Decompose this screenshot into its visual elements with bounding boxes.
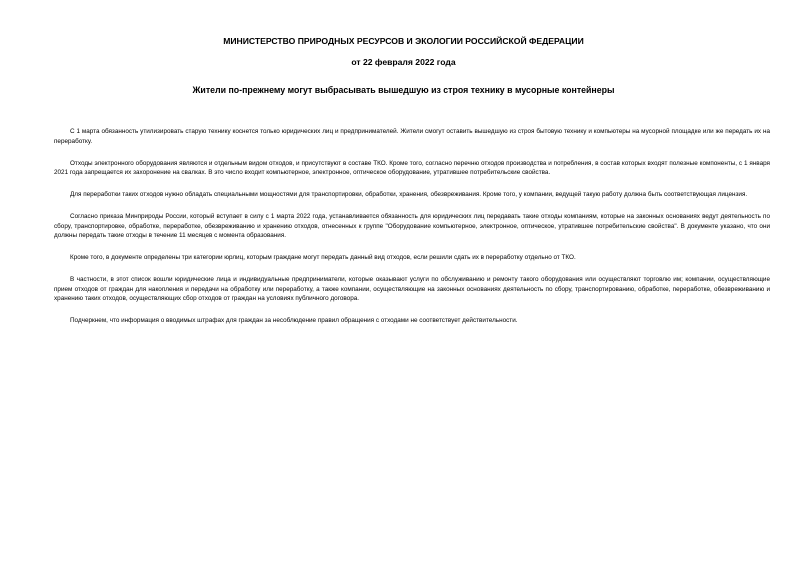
body-paragraph-6: В частности, в этот список вошли юридические лица и индивидуальные предприниматели, которые оказывают услуги по обслуживанию и ремонту такого оборудования или осуществляют торговлю им; компании, осуществляющие прием отходов от граждан для накопления и передачи на обработку или переработку, а также компании, осуществляющие на законных основаниях деятельность по сбору, транспортированию, обработке, переработке, обезвреживанию и хранению таких отходов, осуществляющих сбор отходов от граждан на условиях публичного договора. — [54, 276, 770, 302]
body-paragraph-5: Кроме того, в документе определены три категории юрлиц, которым граждане могут передать данный вид отходов, если решили сдать их в переработку отдельно от ТКО. — [70, 254, 576, 261]
document-date: от 22 февраля 2022 года — [351, 57, 456, 67]
body-paragraph-4: Согласно приказа Минприроды России, который вступает в силу с 1 марта 2022 года, устанавливается обязанность для юридических лиц передавать такие отходы компаниям, которые на законных основаниях ведут деятельность по сбору, транспортировке, обработке, переработке, обезвреживанию и хранению отходов, отнесенных к группе "Оборудование компьютерное, электронное, оптическое, утратившее потребительские свойства". В документе указано, что они должны передать такие отходы в течение 11 месяцев с момента образования. — [54, 213, 770, 239]
document-body — [54, 127, 770, 338]
document-headline: Жители по-прежнему могут выбрасывать вышедшую из строя технику в мусорные контейнеры — [192, 85, 615, 95]
organization-title: МИНИСТЕРСТВО ПРИРОДНЫХ РЕСУРСОВ И ЭКОЛОГИИ РОССИЙСКОЙ ФЕДЕРАЦИИ — [223, 36, 584, 46]
body-paragraph-1: С 1 марта обязанность утилизировать старую технику коснется только юридических лиц и предпринимателей. Жители смогут оставить вышедшую из строя бытовую технику и компьютеры на мусорной площадке или же передать их на переработку. — [54, 128, 770, 145]
body-paragraph-2: Отходы электронного оборудования являются и отдельным видом отходов, и присутствуют в составе ТКО. Кроме того, согласно перечню отходов производства и потребления, в состав которых входят полезные компоненты, с 1 января 2021 года запрещается их захоронение на свалках. В это число входит компьютерное, электронное, оптическое оборудование, утратившее потребительские свойства. — [54, 159, 770, 176]
body-paragraph-3: Для переработки таких отходов нужно обладать специальными мощностями для транспортировки, обработки, хранения, обезвреживания. Кроме того, у компании, ведущей такую работу должна быть соответствующая лицензия. — [70, 191, 748, 198]
body-paragraph-7: Подчеркнем, что информация о вводимых штрафах для граждан за несоблюдение правил обращения с отходами не соответствует действительности. — [70, 317, 518, 324]
